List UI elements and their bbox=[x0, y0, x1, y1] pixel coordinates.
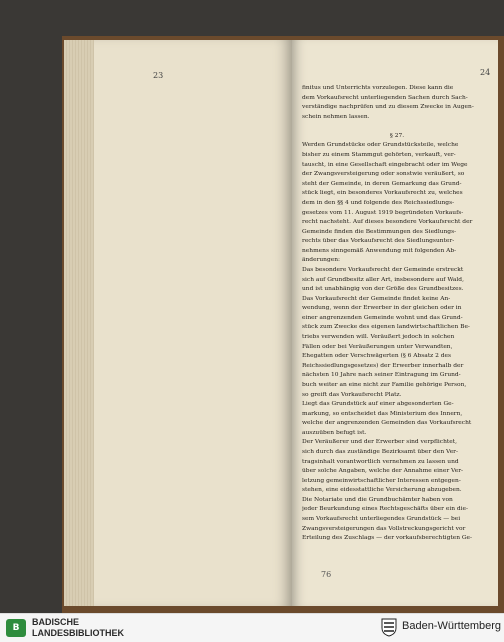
text-line: welche der angrenzenden Gemeinden das Vorkaufsrecht bbox=[302, 420, 472, 427]
text-line: einer angrenzenden Gemeinde wohnt und das Grund- bbox=[302, 314, 463, 321]
text-line: finitus und Unterrichts vorzulegen. Diese kann die bbox=[302, 85, 454, 91]
text-line: sem Vorkaufsrecht unterliegendes Grundstück — bei bbox=[302, 516, 461, 523]
text-line: gesetzes vom 11. August 1919 begründeten Vorkaufs- bbox=[302, 209, 464, 216]
text-line: rechts über das Vorkaufsrecht des Siedlungsunter- bbox=[302, 238, 455, 245]
text-line: Die Notariate und die Grundbuchämter haben von bbox=[302, 496, 453, 503]
text-line: stück zum Zwecke des eigenen landwirtschaftlichen Be- bbox=[302, 324, 470, 331]
text-line: Zwangsversteigerungen das Vollstreckungsgericht vor bbox=[302, 525, 466, 532]
text-line: sich durch das zuständige Bezirksamt über den Ver- bbox=[302, 448, 458, 455]
text-line: triebs verwenden will. Veräußert jedoch in solchen bbox=[302, 334, 455, 341]
text-line: und ist unabhängig von der Größe des Grundbesitzes. bbox=[302, 286, 464, 293]
text-line: Reichssiedlungsgesetzes) der Erwerber innerhalb der bbox=[302, 362, 464, 369]
text-line: Erteilung des Zuschlags — der vorkaufsberechtigten Ge- bbox=[302, 535, 473, 542]
library-name[interactable] bbox=[32, 617, 124, 639]
text-line: auszuüben befugt ist. bbox=[302, 429, 367, 436]
library-name-line1: BADISCHE bbox=[32, 617, 80, 627]
text-line: dem Vorkaufsrecht unterliegenden Sachen durch Sach- bbox=[302, 94, 468, 101]
text-line: nehmens sinngemäß Anwendung mit folgenden Ab- bbox=[302, 247, 457, 254]
text-line: stehen, eine eidesstattliche Versicherung abzugeben. bbox=[302, 487, 462, 494]
text-line: schein nehmen lassen. bbox=[302, 113, 370, 120]
text-line: jeder Beurkundung eines Rechtsgeschäfts über ein die- bbox=[302, 506, 469, 513]
page-edges bbox=[64, 40, 94, 606]
text-line: über solche Angaben, welche der Annahme einer Ver- bbox=[302, 468, 464, 475]
text-line: tauscht, in eine Gesellschaft eingebracht oder im Wege bbox=[302, 161, 468, 168]
text-line: Liegt das Grundstück auf einer abgesonderten Ge- bbox=[302, 401, 454, 408]
text-line: markung, so entscheidet das Ministerium des Innern, bbox=[302, 410, 463, 417]
text-line: buch weiter an eine nicht zur Familie gehörige Person, bbox=[302, 381, 467, 388]
text-line: dem in den §§ 4 und folgende des Reichssiedlungs- bbox=[302, 199, 455, 206]
text-line: letzung gemeinwirtschaftlicher Interessen entgegen- bbox=[302, 477, 461, 484]
library-name-line2: LANDESBIBLIOTHEK bbox=[32, 628, 124, 638]
state-coat-of-arms-icon[interactable] bbox=[380, 617, 398, 637]
text-line: Das Vorkaufsrecht der Gemeinde findet keine An- bbox=[302, 295, 451, 302]
text-line: wendung, wenn der Erwerber in der gleichen oder in bbox=[302, 305, 462, 312]
text-line: Der Veräußerer und der Erwerber sind verpflichtet, bbox=[302, 439, 457, 446]
right-page-number: 24 bbox=[480, 68, 491, 77]
text-line: verständige nachprüfen und zu diesem Zwecke in Augen- bbox=[302, 104, 474, 111]
text-line: stück liegt, ein besonderes Vorkaufsrecht zu, welches bbox=[302, 190, 463, 197]
text-line: steht der Gemeinde, in deren Gemarkung das Grund- bbox=[302, 180, 462, 187]
text-line: nächsten 10 Jahre nach seiner Eintragung im Grund- bbox=[302, 372, 461, 379]
left-page bbox=[94, 40, 292, 606]
text-line: änderungen: bbox=[302, 257, 341, 264]
text-line: Das besondere Vorkaufsrecht der Gemeinde erstreckt bbox=[302, 266, 464, 273]
text-line: recht nachsteht. Auf dieses besondere Vorkaufsrecht der bbox=[302, 219, 473, 226]
text-line: § 27. bbox=[389, 132, 405, 139]
text-line: tragsinhalt vorantwortlich vernehmen zu lassen und bbox=[302, 458, 459, 465]
text-line: sich auf Grundbesitz aller Art, insbesondere auf Wald, bbox=[302, 276, 464, 283]
text-line: der Zwangsversteigerung oder sonstwie veräußert, so bbox=[302, 171, 465, 178]
text-line bbox=[302, 122, 492, 132]
text-line: Ehegatten oder Verschwägerten (§ 6 Absatz 2 des bbox=[302, 353, 452, 360]
left-page-number: 23 bbox=[153, 71, 164, 80]
bottom-number: 76 bbox=[321, 570, 332, 579]
text-line: so greift das Vorkaufsrecht Platz. bbox=[302, 391, 402, 398]
page-text bbox=[302, 84, 492, 544]
library-logo-icon[interactable]: B bbox=[6, 619, 26, 637]
text-line: Gemeinde finden die Bestimmungen des Siedlungs- bbox=[302, 228, 457, 235]
text-line: Werden Grundstücke oder Grundstücksteile, welche bbox=[302, 142, 459, 149]
text-line: bisher zu einem Stammgut gehörten, verkauft, ver- bbox=[302, 152, 456, 159]
state-name[interactable]: Baden-Württemberg bbox=[402, 620, 502, 632]
text-line: Fällen oder bei Veräußerungen unter Verwandten, bbox=[302, 343, 453, 350]
